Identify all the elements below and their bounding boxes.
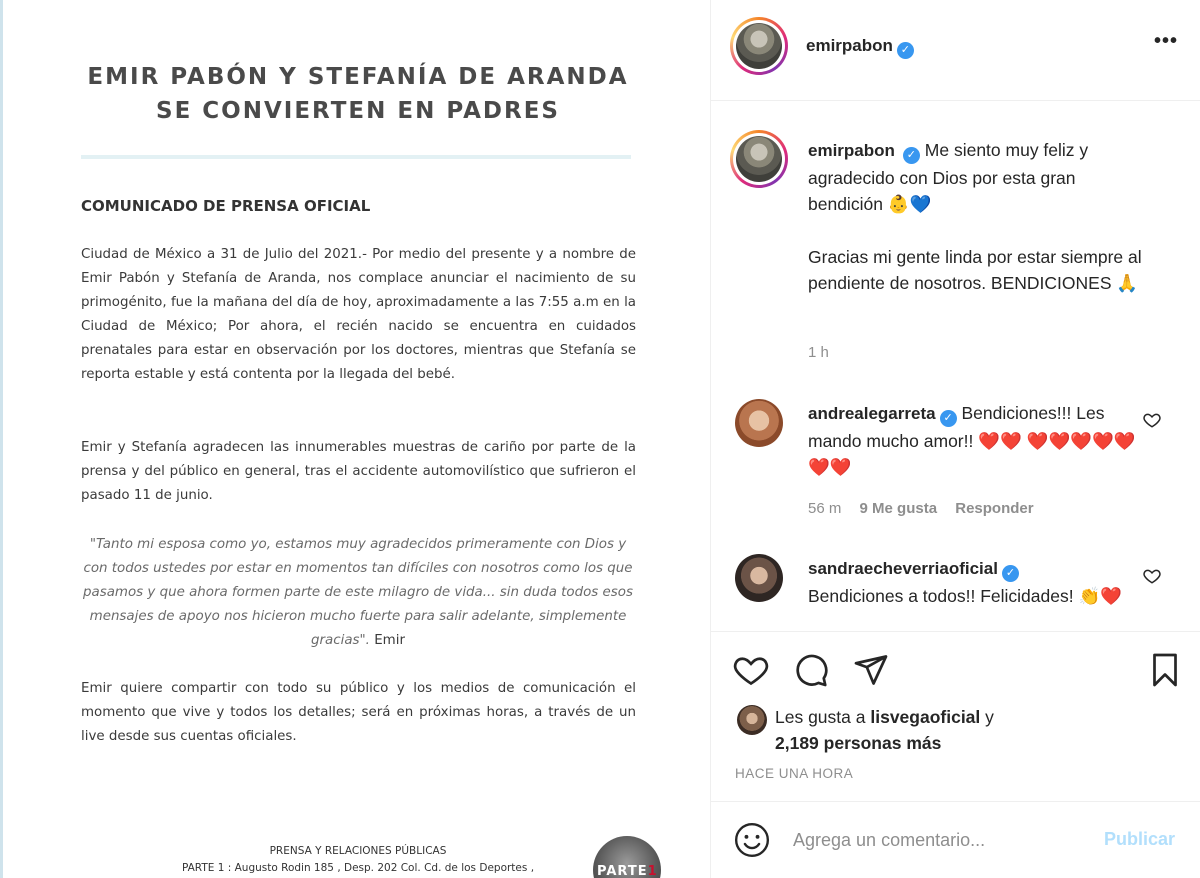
comment-likes[interactable]: 9 Me gusta [859,500,938,517]
release-paragraph-1: Ciudad de México a 31 de Julio del 2021.- Por medio del presente y a nombre de Emir Pabón y Stefanía de Aranda, nos complace anunciar el nacimiento de su primogénito, fue la mañana del día de hoy, aproximadamente a las 7:55 a.m en la Ciudad de México; Por ahora, el recién nacido se encuentra en cuidados prenatales para estar en observación por los doctores, mientras que Stefanía se reporta estable y está contenta por la llegada del bebé. [81,247,636,383]
comment-time[interactable]: 56 m [808,500,842,517]
commenter-avatar[interactable] [735,399,783,447]
comment-heart-icon[interactable] [1143,567,1161,585]
release-title-line2: SE CONVIERTEN EN PADRES [156,98,560,124]
author-avatar[interactable] [730,17,788,75]
caption-time[interactable]: 1 h [808,344,829,361]
release-paragraph-2: Emir y Stefanía agradecen las innumerables muestras de cariño por parte de la prensa y del público en general, tras el accidente automovilístico que sufrieron el pasado 11 de junio. [81,440,636,504]
comment-input[interactable] [793,824,1093,856]
caption-text [808,137,1153,297]
comment-body: Bendiciones!!! Les mando mucho amor!! ❤️❤️ ❤️❤️❤️❤️❤️❤️❤️ [808,403,1136,477]
comment-text [808,555,1148,609]
logo-text: PARTE1 [597,864,658,878]
liker-avatar[interactable] [737,705,767,735]
quote-signature: Emir [374,633,405,649]
reply-button[interactable]: Responder [955,500,1034,517]
emoji-icon[interactable] [733,821,771,859]
title-divider [81,155,631,159]
verified-icon: ✓ [897,42,914,59]
release-title-line1: EMIR PABÓN Y STEFANÍA DE ARANDA [87,64,629,90]
caption-line-2: Gracias mi gente linda por estar siempre al pendiente de nosotros. BENDICIONES 🙏 [808,246,1142,293]
caption-line-1: Me siento muy feliz y agradecido con Dios por esta gran bendición 👶💙 [808,140,1089,214]
publish-button[interactable]: Publicar [1104,829,1176,849]
heart-icon[interactable] [733,652,769,688]
commenter-username[interactable]: sandraecheverriaoficial [808,559,998,578]
comments-scroll-area[interactable] [711,101,1200,631]
likes-summary[interactable]: Les gusta a lisvegaoficial y 2,189 personas más [775,707,994,753]
comment-heart-icon[interactable] [1143,411,1161,429]
release-quote [83,533,633,653]
release-footer-title: PRENSA Y RELACIONES PÚBLICAS [269,845,447,857]
post-header [711,0,1200,101]
commenter-username[interactable]: andrealegarreta [808,404,936,423]
post-actions [711,631,1200,801]
more-icon[interactable]: ••• [1154,30,1179,52]
caption-avatar[interactable] [730,130,788,188]
comment-meta [808,500,1048,517]
comment-text [808,400,1148,481]
commenter-avatar[interactable] [735,554,783,602]
add-comment-bar [711,801,1200,878]
caption-username[interactable]: emirpabon [808,141,895,160]
comment-body: Bendiciones a todos!! Felicidades! 👏❤️ [808,585,1123,606]
verified-icon: ✓ [940,410,957,427]
verified-icon: ✓ [903,147,920,164]
post-panel [710,0,1200,878]
bookmark-icon[interactable] [1147,652,1183,688]
likes-count[interactable]: 2,189 personas más [775,733,942,753]
liker-username[interactable]: lisvegaoficial [870,707,981,727]
verified-icon: ✓ [1002,565,1019,582]
release-paragraph-4: Emir quiere compartir con todo su público y los medios de comunicación el momento que vive y todos los detalles; será en próximas horas, a través de un live desde sus cuentas oficiales. [81,681,636,745]
post-timestamp[interactable]: HACE UNA HORA [735,766,854,781]
quote-text: "Tanto mi esposa como yo, estamos muy agradecidos primeramente con Dios y con todos ustedes por estar en momentos tan difíciles con nosotros como los que pasamos y que ahora formen parte de este milagro de vida... sin duda todos esos mensajes de apoyo nos hicieron mucho fuerte para salir adelante, simplemente gracias". [83,537,633,649]
share-icon[interactable] [853,652,889,688]
author-username[interactable]: emirpabon ✓ [806,36,914,59]
comment-icon[interactable] [793,652,829,688]
release-heading: COMUNICADO DE PRENSA OFICIAL [81,197,371,215]
parte1-logo [593,836,661,878]
release-footer-address: PARTE 1 : Augusto Rodin 185 , Desp. 202 Col. Cd. de los Deportes , [181,862,535,874]
